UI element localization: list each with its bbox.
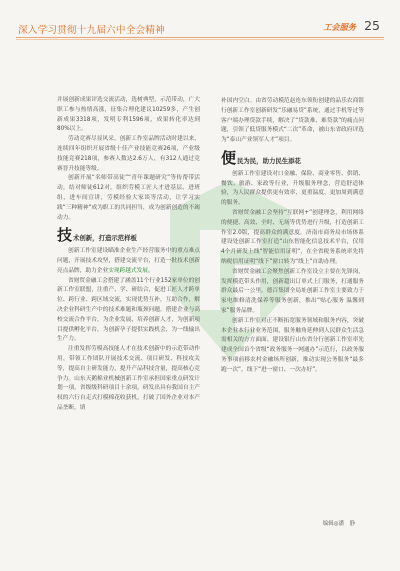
left-column — [57, 96, 200, 414]
section-heading — [221, 148, 364, 167]
paragraph: 省财贸金融工会聚焦创新工作室设立主要在先锋岗，发挥模范带头作用，创新超出订单式上门服务，打通服务群众最后一公里。德百集团全局址创新工作室主要致力于家电维修清洗保养等服务创新，推出“贴心服务 温馨到家”服务品牌。 — [221, 268, 364, 314]
running-header-title: 深入学习贯彻十九届六中全会精神 — [18, 25, 165, 36]
paragraph: 省财贸金融工会搭建了涵盖11个行业152家单位的创新工作室联盟，注重产、学、研结合，促进工匠人才跨单位、跨行业、跨区域交流，实现优势互补，互助合作，解决企业科研生产中的技术难题和瓶颈问题。搭建企业与高校交流合作平台，为企业发展、培养创新人才，为创新项目提供孵化平台，为创新孕子提供实践机会，为一线输出生产力。 — [57, 277, 200, 343]
paragraph: 注重发挥劳模高技能人才在技术创新中的示范带动作用，带领工作团队开展技术交流、项目研发、科技攻关等，提高自主研发能力，提升产品科技含量，提高核心竞争力。山东天鹅棉业机械创新工作室承担国家重点研发计划一项，省级级科研项目十余项，研发出具有我国自主产权的六行自走式打模棉花收获机，打破了国外企业对本产品垄断，填 — [57, 346, 200, 411]
section-heading-text: 术创新，打造示范样板 — [73, 234, 137, 243]
section-heading-initial: 技 — [57, 226, 73, 245]
section-heading-initial: 便 — [221, 148, 237, 167]
editor-credit: 编辑◎潘 静 — [322, 521, 355, 527]
header-divider — [16, 37, 384, 38]
section-heading — [57, 228, 200, 244]
paragraph: 省财贸金融工会坚持“互联网+”创建理念，利用网络的便捷、高效、全时、无场等优势进行升级，打造创新工作室2.0版，提高群众的满意度。济南市商务局市场体系建设处创新工作室打造“山东智能化信息技术平台，仅用4个月研发上线“智能信用证明”，在全省税务系统率先将纳税信用证明“线下”窗口转为“线上”自助办理。 — [221, 209, 364, 265]
header-divider-thin — [16, 39, 384, 40]
paragraph: 创新开展“名师带高徒”“青年课题研究”等传帮带活动，结对师徒612对。组织劳模工匠人才进基层、进班组，进车间宣讲，劳模经验大家谈等活动，让学习实践“三种精神”成为职工的共同担当，成为创新创造的不竭动力。 — [57, 175, 200, 221]
paragraph: 创新工作室建设对口金融、保险、商业零售、供销、餐饮、旅游、家政等行业，升级服务理念，营造舒适体验，为人民群众提供更有效率、更重温度、更加周到满意的服务。 — [221, 170, 364, 207]
paragraph: 创新工作室对正不断拓宽服务领域和服务内容，突破本企业本行业业务范围，服务触角延伸到人民群众生活急需相关的方方面面。建设银行山东省分行创新工作室率先建成全国首个省级“政务服务一网通办”示范行，以政务服务事项前移农村金融场所创新，推动实现公务服务“最多跑一次”，线下“进一窗口、一次办好”。 — [221, 317, 364, 373]
paragraph-text-end: 。 — [148, 267, 154, 274]
section-heading-text: 民为民，助力民生添花 — [237, 156, 301, 165]
section-brand: 工会服务 — [323, 22, 356, 32]
right-column — [221, 97, 364, 376]
paragraph: 补国内空白。由省劳动模范赵连东领衔创建的品乐农商银行创新工作室创新研发“乐融易贷”系统，通过手机等过等客户端办理贷款手续，解决了“贷款难、难贷款”的痛点问题，引领了低贷服务模式“二次”革命，被山东省政府评选为“泰山产业领军人才”项目。 — [221, 98, 364, 144]
paragraph: 劳动竞赛尽显风采。创新工作室品牌活动时建以来，连续四年组织开展省级十佳产业技能竞赛26项，产业级技能竞赛218项，参赛人数达2.6万人，有312人通过竞赛晋升技能等级。 — [57, 136, 200, 172]
paragraph: 并展创新成果评选交流活动，选树典型，示范带动，广大职工参与热情高涨，征集合理化建议10259多，产生创新成果3318项，发明专利1596项，成果转化率达到80%以上。 — [57, 97, 200, 133]
paragraph-text: 创新工作室建设瞄准企业生产经营服务中的重点难点问题，开展技术攻坚，搭建交流平台，打造一批技术创新亮点品牌，助力企业 — [57, 248, 200, 274]
highlighted-phrase: 实现跨越式发展 — [108, 267, 148, 274]
page-number: 25 — [364, 18, 380, 33]
paragraph — [57, 247, 200, 276]
